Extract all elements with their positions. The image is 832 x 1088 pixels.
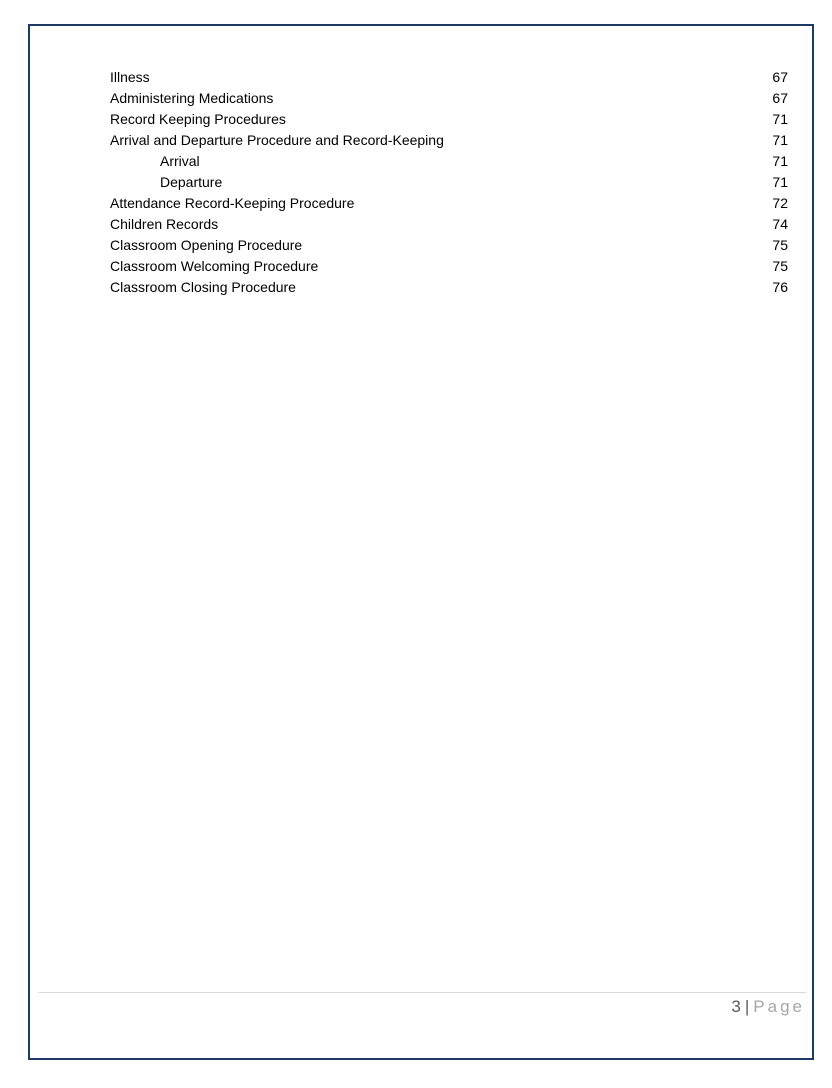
toc-entry-arrival[interactable] (110, 151, 788, 172)
footer-separator: | (744, 997, 750, 1016)
toc-entry-page: 71 (772, 174, 788, 190)
footer-divider (38, 992, 806, 993)
toc-entry-title: Classroom Welcoming Procedure (110, 258, 319, 274)
toc-entry-page: 76 (772, 279, 788, 295)
toc-entry-departure[interactable] (110, 172, 788, 193)
toc-entry-classroom-opening[interactable] (110, 235, 788, 256)
toc-entry-title: Classroom Closing Procedure (110, 279, 296, 295)
toc-entry-page: 71 (772, 132, 788, 148)
toc-entry-page: 75 (772, 258, 788, 274)
toc-entry-administering-medications[interactable] (110, 88, 788, 109)
toc-entry-page: 67 (772, 69, 788, 85)
toc-entry-children-records[interactable] (110, 214, 788, 235)
toc-entry-record-keeping-procedures[interactable] (110, 109, 788, 130)
toc-entry-title: Record Keeping Procedures (110, 111, 286, 127)
table-of-contents (110, 67, 788, 298)
toc-entry-title: Departure (160, 174, 223, 190)
toc-entry-title: Children Records (110, 216, 219, 232)
toc-entry-title: Attendance Record-Keeping Procedure (110, 195, 355, 211)
toc-entry-page: 74 (772, 216, 788, 232)
toc-entry-page: 71 (772, 153, 788, 169)
page-number: 3 (731, 997, 741, 1016)
toc-entry-title: Illness (110, 69, 150, 85)
toc-entry-arrival-departure-procedure[interactable] (110, 130, 788, 151)
page-label: Page (753, 997, 805, 1016)
toc-entry-title: Administering Medications (110, 90, 274, 106)
toc-entry-title: Classroom Opening Procedure (110, 237, 303, 253)
page-footer (731, 996, 805, 1018)
toc-entry-title: Arrival and Departure Procedure and Record-Keeping (110, 132, 444, 148)
toc-entry-page: 75 (772, 237, 788, 253)
toc-entry-illness[interactable] (110, 67, 788, 88)
toc-entry-attendance-record-keeping[interactable] (110, 193, 788, 214)
toc-entry-page: 72 (772, 195, 788, 211)
toc-entry-classroom-welcoming[interactable] (110, 256, 788, 277)
toc-entry-page: 71 (772, 111, 788, 127)
toc-entry-title: Arrival (160, 153, 200, 169)
toc-entry-classroom-closing[interactable] (110, 277, 788, 298)
toc-entry-page: 67 (772, 90, 788, 106)
